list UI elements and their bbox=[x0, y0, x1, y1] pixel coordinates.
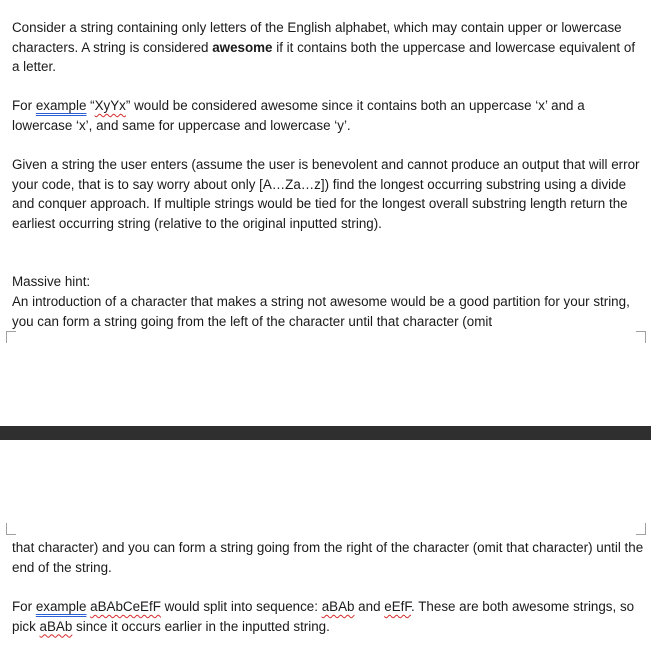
page-corner-mark bbox=[636, 523, 646, 535]
grammar-flagged-word: example bbox=[35, 98, 87, 113]
text: “ bbox=[86, 98, 95, 113]
spell-flagged-word: aBAb bbox=[321, 599, 355, 614]
bold-term-awesome: awesome bbox=[212, 39, 273, 55]
page-corner-mark bbox=[6, 331, 16, 343]
text: ” would be considered awesome since it contains both an uppercase ‘x’ and a lowercase ‘x’, and same for uppercase and lowercase ‘y’. bbox=[12, 98, 585, 133]
paragraph-definition bbox=[12, 18, 644, 77]
paragraph-example-2 bbox=[12, 597, 644, 636]
spell-flagged-word: XyYx bbox=[94, 98, 126, 113]
hint-heading: Massive hint: bbox=[12, 274, 91, 289]
page-corner-mark bbox=[6, 523, 16, 535]
spell-flagged-word: aBAb bbox=[39, 618, 73, 634]
spell-flagged-word: aBAbCeEfF bbox=[90, 599, 161, 614]
page-break-gap bbox=[0, 426, 651, 440]
paragraph-example bbox=[12, 96, 644, 135]
text: For bbox=[12, 599, 36, 614]
paragraph-task: Given a string the user enters (assume the user is benevolent and cannot produce an output that will error your code, that is to say worry about only [A…Za…z]) find the longest occurring substring using a divide and conquer approach. If multiple strings would be tied for the longest overall substring length return the earliest occurring string (relative to the original inputted string). bbox=[12, 157, 640, 231]
text: if it contains both the uppercase and lowercase equivalent of a letter. bbox=[12, 39, 636, 74]
grammar-flagged-word: example bbox=[35, 599, 87, 614]
text: and bbox=[354, 599, 385, 614]
paragraph-hint-part2: that character) and you can form a string going from the right of the character (omit that character) until the end of the string. bbox=[12, 540, 644, 575]
text: . These are both awesome strings, so pick bbox=[12, 599, 635, 634]
page-corner-mark bbox=[636, 331, 646, 343]
text: since it occurs earlier in the inputted string. bbox=[72, 618, 330, 634]
text: Consider a string containing only letters of the English alphabet, which may contain upper or lowercase characters. A string is considered bbox=[12, 20, 622, 55]
spell-flagged-word: eEfF bbox=[384, 599, 412, 614]
paragraph-hint-part1: An introduction of a character that makes a string not awesome would be a good partition for your string, you can form a string going from the left of the character until that character (omit bbox=[12, 294, 630, 329]
text: For bbox=[12, 98, 36, 113]
text: would split into sequence: bbox=[160, 599, 322, 614]
